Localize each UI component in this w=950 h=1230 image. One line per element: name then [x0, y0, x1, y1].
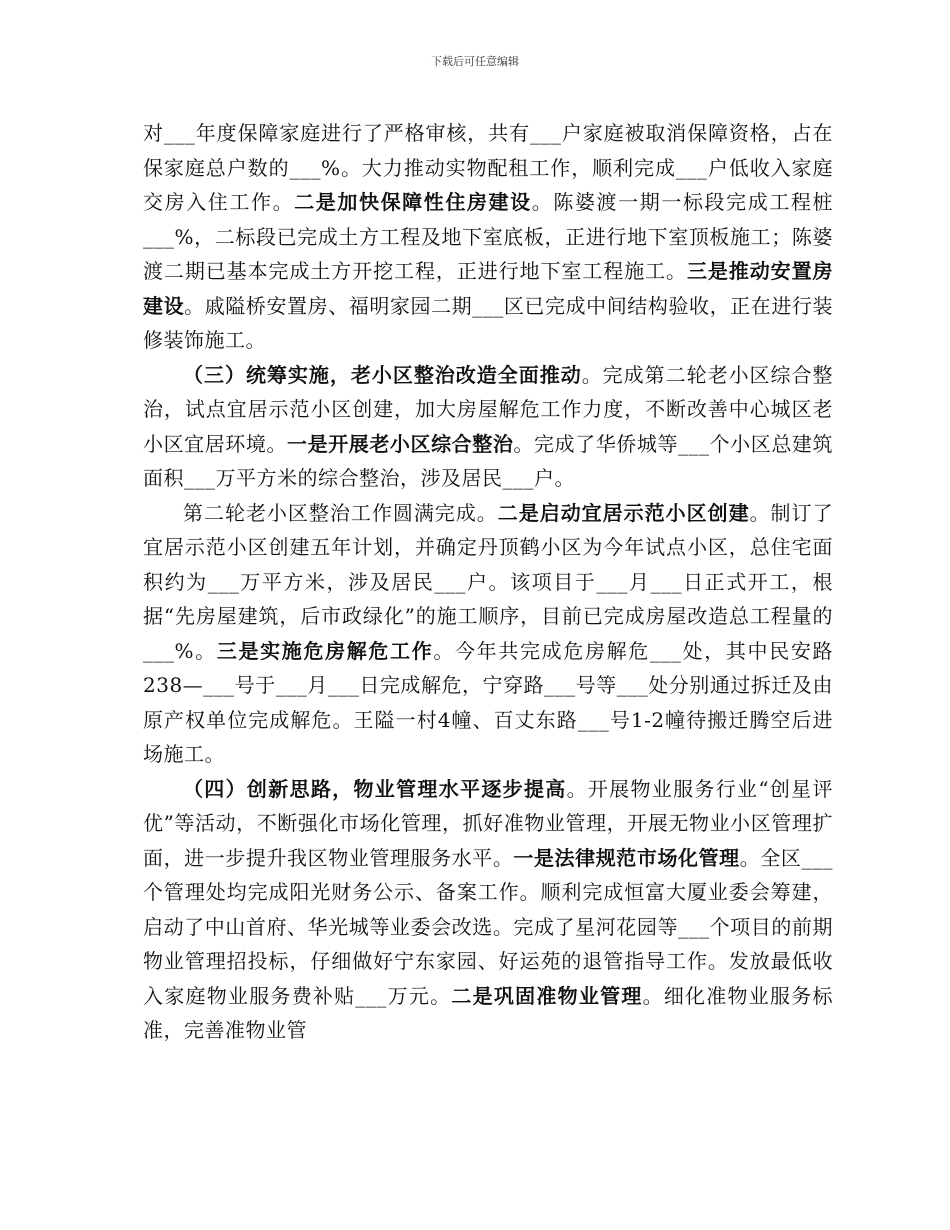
paragraph-heading-bold: 一是法律规范市场化管理	[513, 845, 740, 870]
document-body	[143, 116, 833, 1048]
paragraph-text: 。开展物业服务行业“创星评优”等活动，不断强化市场化管理，抓好准物业管理，开展无物业小区管理扩面，进一步提升我区物业管理服务水平。	[143, 776, 833, 870]
paragraph-text: 。全区___个管理处均完成阳光财务公示、备案工作。顺利完成恒富大厦业委会筹建，启动了中山首府、华光城等业委会改选。完成了星河花园等___个项目的前期物业管理招投标，仔细做好宁东家园、好运苑的退管指导工作。发放最低收入家庭物业服务费补贴___万元。	[143, 845, 833, 1008]
paragraph-text: 第二轮老小区整治工作圆满完成。	[183, 500, 498, 525]
paragraph-section-3	[143, 358, 833, 496]
paragraph-heading-bold: 二是加快保障性住房建设	[294, 190, 532, 214]
page-header: 下载后可任意编辑	[431, 55, 519, 68]
paragraph-text: 。戚隘桥安置房、福明家园二期___区已完成中间结构验收，正在进行装修装饰施工。	[143, 293, 833, 352]
paragraph-heading-bold: 三是实施危房解危工作	[216, 638, 434, 663]
paragraph-continuation	[143, 116, 833, 358]
paragraph-text: 。完成第二轮老小区综合整治，试点宜居示范小区创建，加大房屋解危工作力度，不断改善中心城区老小区宜居环境。	[143, 362, 834, 456]
paragraph-text: 。今年共完成危房解危___处，其中民安路238—___号于___月___日完成解危，宁穿路___号等___处分别通过拆迁及由原产权单位完成解危。王隘一村4幢、百丈东路___号1-2幢待搬迁腾空后进场施工。	[143, 638, 834, 766]
paragraph-heading-bold: 二是巩固准物业管理	[451, 983, 643, 1008]
paragraph-heading-bold: 三是推动安置房建设	[143, 259, 833, 318]
section-heading: （四）创新思路，物业管理水平逐步提高	[183, 776, 567, 801]
paragraph-text: 。陈婆渡一期一标段完成工程桩___%，二标段已完成土方工程及地下室底板，正进行地下室顶板施工；陈婆渡二期已基本完成土方开挖工程，正进行地下室工程施工。	[143, 190, 834, 283]
paragraph-text: 。细化准物业服务标准，完善准物业管	[143, 983, 834, 1042]
paragraph-renovation	[143, 496, 833, 772]
section-heading: （三）统筹实施，老小区整治改造全面推动	[183, 362, 582, 387]
paragraph-heading-bold: 二是启动宜居示范小区创建	[497, 500, 750, 525]
paragraph-section-4	[143, 772, 833, 1048]
paragraph-text: 对___年度保障家庭进行了严格审核，共有___户家庭被取消保障资格，占在保家庭总户数的___%。大力推动实物配租工作，顺利完成___户低收入家庭交房入住工作。	[143, 121, 833, 214]
paragraph-text: 。制订了宜居示范小区创建五年计划，并确定丹顶鹤小区为今年试点小区，总住宅面积约为___万平方米，涉及居民___户。该项目于___月___日正式开工，根据“先房屋建筑，后市政绿化”的施工顺序，目前已完成房屋改造总工程量的___%。	[143, 500, 834, 663]
paragraph-heading-bold: 一是开展老小区综合整治	[287, 431, 514, 456]
paragraph-text: 。完成了华侨城等___个小区总建筑面积___万平方米的综合整治，涉及居民___户。	[143, 431, 833, 490]
